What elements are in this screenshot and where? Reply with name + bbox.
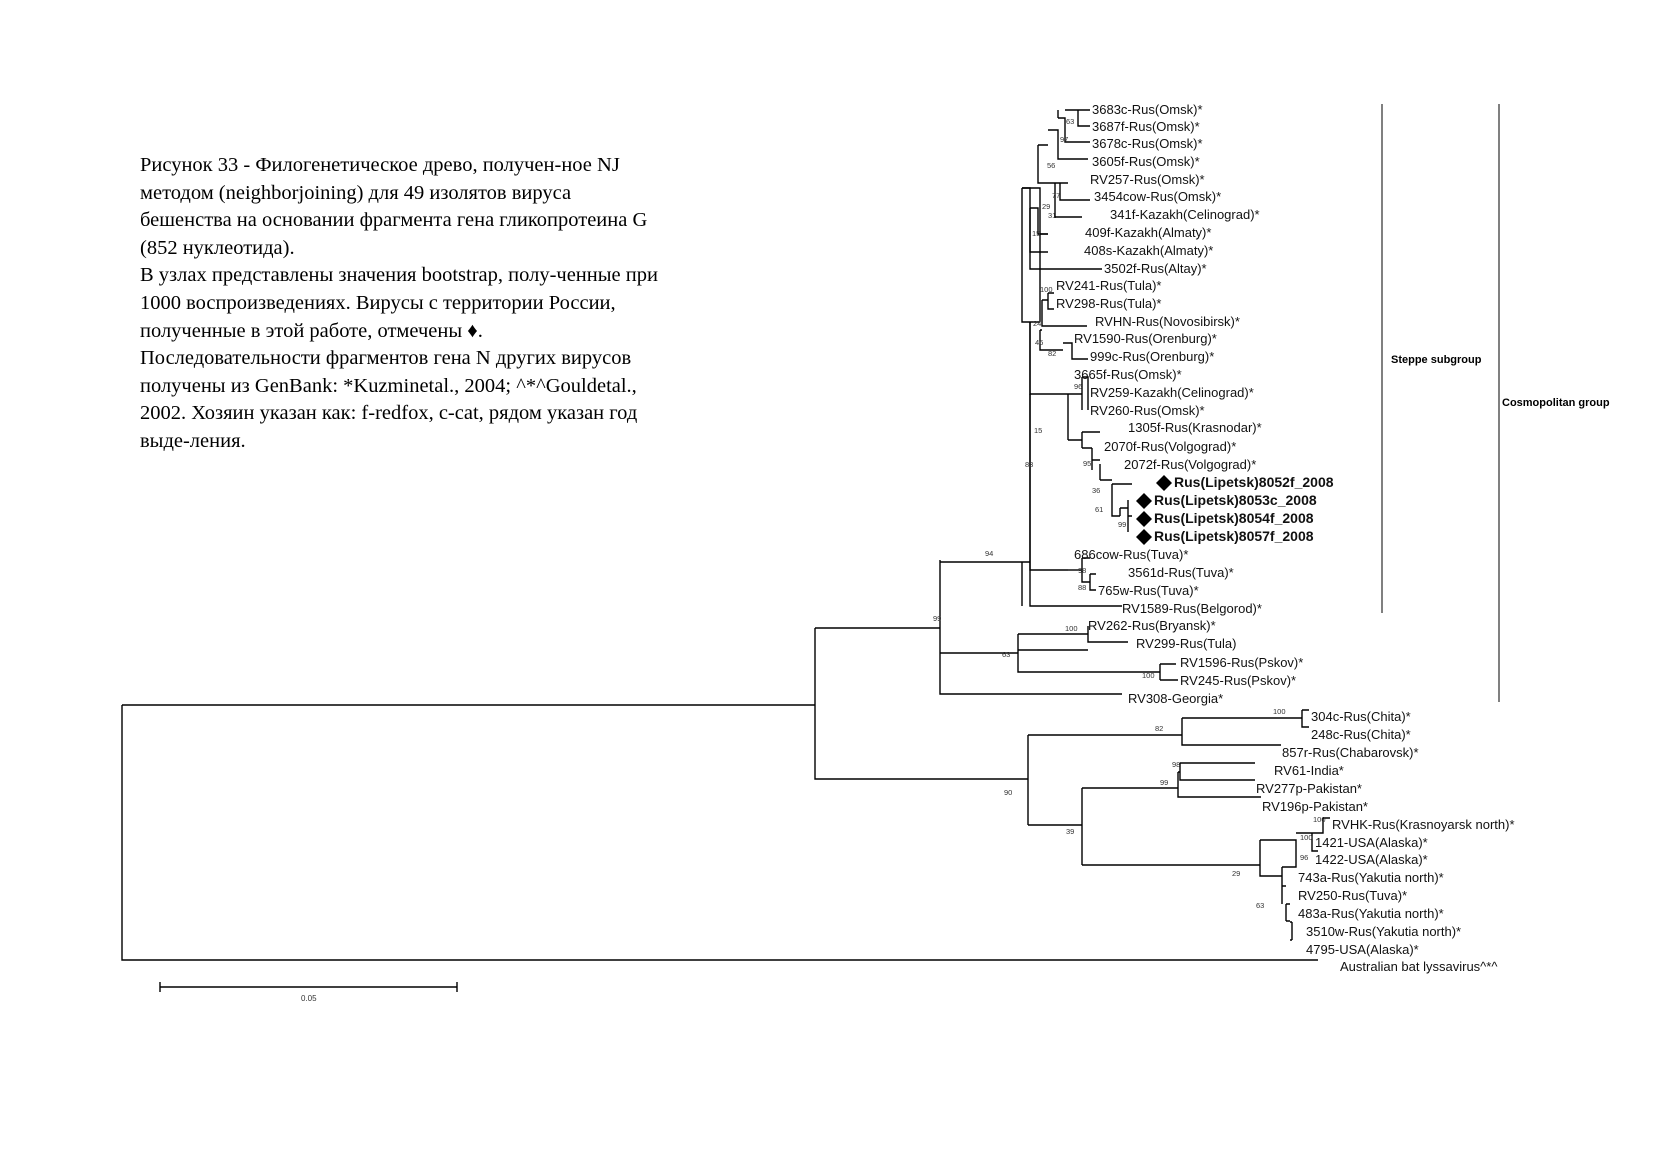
bootstrap-value: 96 <box>1300 853 1309 862</box>
leaf-label: Australian bat lyssavirus^*^ <box>1340 959 1498 974</box>
bootstrap-value: 39 <box>1066 827 1075 836</box>
bootstrap-value: 63 <box>1002 650 1011 659</box>
bootstrap-value: 29 <box>1232 869 1241 878</box>
steppe-subgroup-label: Steppe subgroup <box>1391 354 1482 366</box>
bootstrap-value: 99 <box>1160 778 1169 787</box>
bootstrap-value: 99 <box>933 614 942 623</box>
bootstrap-value: 94 <box>985 549 994 558</box>
bootstrap-value: 15 <box>1032 229 1041 238</box>
leaf-label: RV260-Rus(Omsk)* <box>1090 403 1205 418</box>
bootstrap-value: 98 <box>1078 566 1087 575</box>
bootstrap-value: 77 <box>1052 191 1061 200</box>
leaf-label: Rus(Lipetsk)8054f_2008 <box>1154 510 1314 526</box>
leaf-label: 341f-Kazakh(Celinograd)* <box>1110 207 1260 222</box>
leaf-label: Rus(Lipetsk)8053c_2008 <box>1154 492 1317 508</box>
leaf-label: RV308-Georgia* <box>1128 691 1224 706</box>
bootstrap-value: 24 <box>1033 319 1042 328</box>
filled-diamond-icon <box>1156 475 1172 491</box>
leaf-label: 3605f-Rus(Omsk)* <box>1092 154 1200 169</box>
leaf-label: RV299-Rus(Tula) <box>1136 636 1237 651</box>
scale-bar <box>160 982 457 992</box>
leaf-label: 3502f-Rus(Altay)* <box>1104 261 1207 276</box>
bootstrap-value: 83 <box>1025 460 1034 469</box>
leaf-label: RV245-Rus(Pskov)* <box>1180 673 1297 688</box>
leaf-label: 686cow-Rus(Tuva)* <box>1074 547 1189 562</box>
bootstrap-value: 88 <box>1078 583 1087 592</box>
leaf-label: 1421-USA(Alaska)* <box>1315 835 1428 850</box>
bootstrap-value: 95 <box>1083 459 1092 468</box>
leaf-label: RV259-Kazakh(Celinograd)* <box>1090 385 1254 400</box>
leaf-label: RVHN-Rus(Novosibirsk)* <box>1095 314 1240 329</box>
bootstrap-value: 100 <box>1273 707 1286 716</box>
bootstrap-value: 29 <box>1042 202 1051 211</box>
leaf-label: 3454cow-Rus(Omsk)* <box>1094 189 1222 204</box>
leaf-label: RV298-Rus(Tula)* <box>1056 296 1162 311</box>
leaf-labels <box>1056 102 1515 974</box>
leaf-label: RV196p-Pakistan* <box>1262 799 1368 814</box>
leaf-label: 248c-Rus(Chita)* <box>1311 727 1411 742</box>
leaf-label: 408s-Kazakh(Almaty)* <box>1084 243 1214 258</box>
filled-diamond-icon <box>1136 511 1152 527</box>
bootstrap-value: 98 <box>1172 760 1181 769</box>
bootstrap-value: 46 <box>1035 338 1044 347</box>
leaf-label: Rus(Lipetsk)8052f_2008 <box>1174 474 1334 490</box>
bootstrap-value: 15 <box>1034 426 1043 435</box>
leaf-label: RVHK-Rus(Krasnoyarsk north)* <box>1332 817 1515 832</box>
filled-diamond-icon <box>1136 493 1152 509</box>
leaf-label: 3561d-Rus(Tuva)* <box>1128 565 1234 580</box>
leaf-label: 2072f-Rus(Volgograd)* <box>1124 457 1257 472</box>
bootstrap-value: 100 <box>1313 815 1326 824</box>
bootstrap-value: 31 <box>1048 211 1057 220</box>
leaf-label: RV1590-Rus(Orenburg)* <box>1074 331 1217 346</box>
filled-diamond-icon <box>1136 529 1152 545</box>
leaf-label: RV262-Rus(Bryansk)* <box>1088 618 1216 633</box>
bootstrap-value: 99 <box>1118 520 1127 529</box>
leaf-label: 3678c-Rus(Omsk)* <box>1092 136 1203 151</box>
caption-paragraph-2: В узлах представлены значения bootstrap, полу-ченные при 1000 воспроизведениях. Вирусы с территории России, полученные в этой работе, отмечены ♦. Последовательности фрагментов гена N других вирусов получены из GenBank: *Kuzminetal., 2004; ^*^Gouldetal., 2002. Хозяин указан как: f-redfox, c-cat, рядом указан год выде-ления. <box>140 264 658 452</box>
cosmopolitan-group-label: Cosmopolitan group <box>1502 397 1610 409</box>
bootstrap-value: 90 <box>1004 788 1013 797</box>
leaf-label: 3683c-Rus(Omsk)* <box>1092 102 1203 117</box>
leaf-label: 304c-Rus(Chita)* <box>1311 709 1411 724</box>
bootstrap-value: 82 <box>1048 349 1057 358</box>
bootstrap-value: 63 <box>1256 901 1265 910</box>
leaf-label: 743a-Rus(Yakutia north)* <box>1298 870 1444 885</box>
leaf-label: 3687f-Rus(Omsk)* <box>1092 119 1200 134</box>
bootstrap-value: 61 <box>1095 505 1104 514</box>
bootstrap-value: 82 <box>1155 724 1164 733</box>
leaf-label: RV61-India* <box>1274 763 1344 778</box>
leaf-label: 483a-Rus(Yakutia north)* <box>1298 906 1444 921</box>
leaf-label: Rus(Lipetsk)8057f_2008 <box>1154 528 1314 544</box>
bootstrap-value: 100 <box>1065 624 1078 633</box>
bootstrap-value: 97 <box>1060 135 1069 144</box>
bootstrap-value: 96 <box>1074 382 1083 391</box>
leaf-label: RV241-Rus(Tula)* <box>1056 278 1162 293</box>
leaf-label: 1422-USA(Alaska)* <box>1315 852 1428 867</box>
leaf-label: RV277p-Pakistan* <box>1256 781 1362 796</box>
bootstrap-value: 100 <box>1300 833 1313 842</box>
bootstrap-value: 36 <box>1092 486 1101 495</box>
leaf-label: 857r-Rus(Chabarovsk)* <box>1282 745 1419 760</box>
leaf-label: 3510w-Rus(Yakutia north)* <box>1306 924 1462 939</box>
leaf-label: 765w-Rus(Tuva)* <box>1098 583 1199 598</box>
leaf-label: RV257-Rus(Omsk)* <box>1090 172 1205 187</box>
leaf-label: RV1589-Rus(Belgorod)* <box>1122 601 1262 616</box>
bootstrap-value: 63 <box>1066 117 1075 126</box>
leaf-label: 999c-Rus(Orenburg)* <box>1090 349 1215 364</box>
caption-paragraph-1: Рисунок 33 - Филогенетическое древо, получен-ное NJ методом (neighborjoining) для 49 изолятов вируса бешенства на основании фрагмента гена гликопротеина G (852 нуклеотида). <box>140 154 648 259</box>
scale-label: 0.05 <box>301 994 317 1003</box>
leaf-label: 4795-USA(Alaska)* <box>1306 942 1419 957</box>
leaf-label: 1305f-Rus(Krasnodar)* <box>1128 420 1262 435</box>
leaf-label: 3665f-Rus(Omsk)* <box>1074 367 1182 382</box>
bootstrap-value: 100 <box>1142 671 1155 680</box>
leaf-label: 409f-Kazakh(Almaty)* <box>1085 225 1212 240</box>
leaf-label: RV1596-Rus(Pskov)* <box>1180 655 1304 670</box>
leaf-label: RV250-Rus(Tuva)* <box>1298 888 1408 903</box>
bootstrap-value: 100 <box>1040 285 1053 294</box>
leaf-label: 2070f-Rus(Volgograd)* <box>1104 439 1237 454</box>
bootstrap-value: 56 <box>1047 161 1056 170</box>
